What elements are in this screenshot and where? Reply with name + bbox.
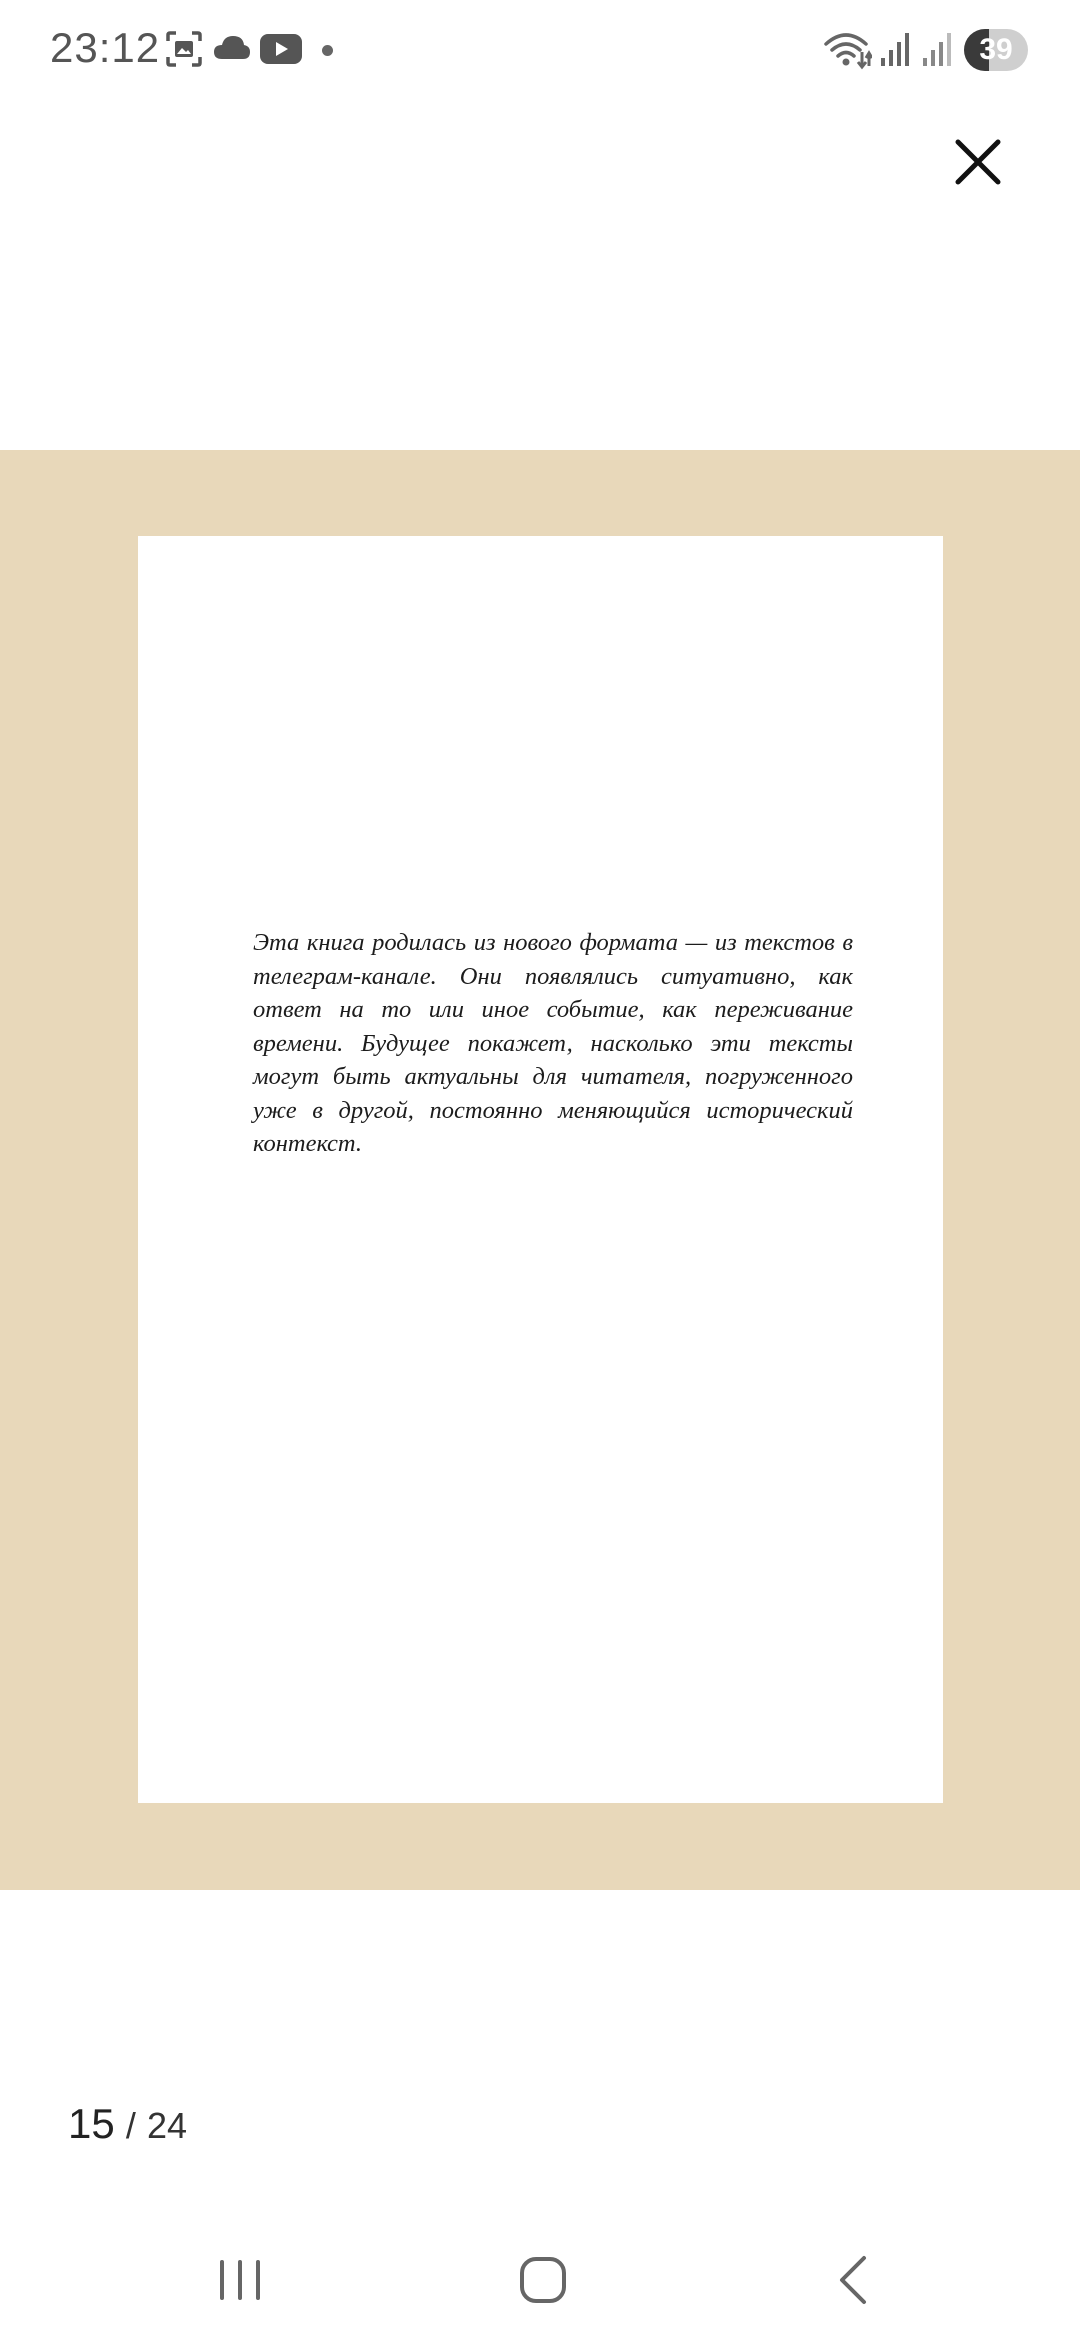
signal-icon — [880, 30, 912, 73]
wifi-icon — [824, 30, 872, 75]
signal-icon — [922, 30, 954, 73]
back-button[interactable] — [824, 2250, 884, 2315]
back-icon — [824, 2250, 884, 2310]
youtube-icon — [260, 34, 302, 69]
page-separator: / — [125, 2105, 136, 2146]
cloud-icon — [213, 33, 251, 66]
battery-level: 39 — [979, 33, 1013, 66]
close-button[interactable] — [948, 132, 1008, 192]
page-viewer[interactable] — [0, 450, 1080, 1890]
status-bar — [0, 0, 1080, 100]
page-counter — [68, 2100, 187, 2148]
home-icon — [513, 2250, 573, 2310]
system-nav-bar — [0, 2220, 1080, 2340]
page-text: Эта книга родилась из нового формата — из текстов в телеграм-канале. Они появлялись ситуативно, как ответ на то или иное событие, как переживание времени. Будущее покажет, насколько эти тексты могут быть актуальны для читателя, погруженного уже в другой, постоянно меняющийся исторический контекст. — [253, 929, 853, 1157]
total-pages: 24 — [146, 2105, 188, 2146]
book-page[interactable] — [138, 536, 943, 1803]
notification-dot-icon — [322, 45, 333, 56]
recents-icon — [210, 2250, 270, 2310]
close-icon — [948, 132, 1008, 192]
home-button[interactable] — [513, 2250, 573, 2315]
battery-indicator — [964, 29, 1028, 71]
current-page: 15 — [68, 2100, 115, 2147]
recents-button[interactable] — [210, 2250, 270, 2315]
screenshot-icon — [165, 30, 203, 73]
status-time: 23:12 — [50, 24, 161, 71]
